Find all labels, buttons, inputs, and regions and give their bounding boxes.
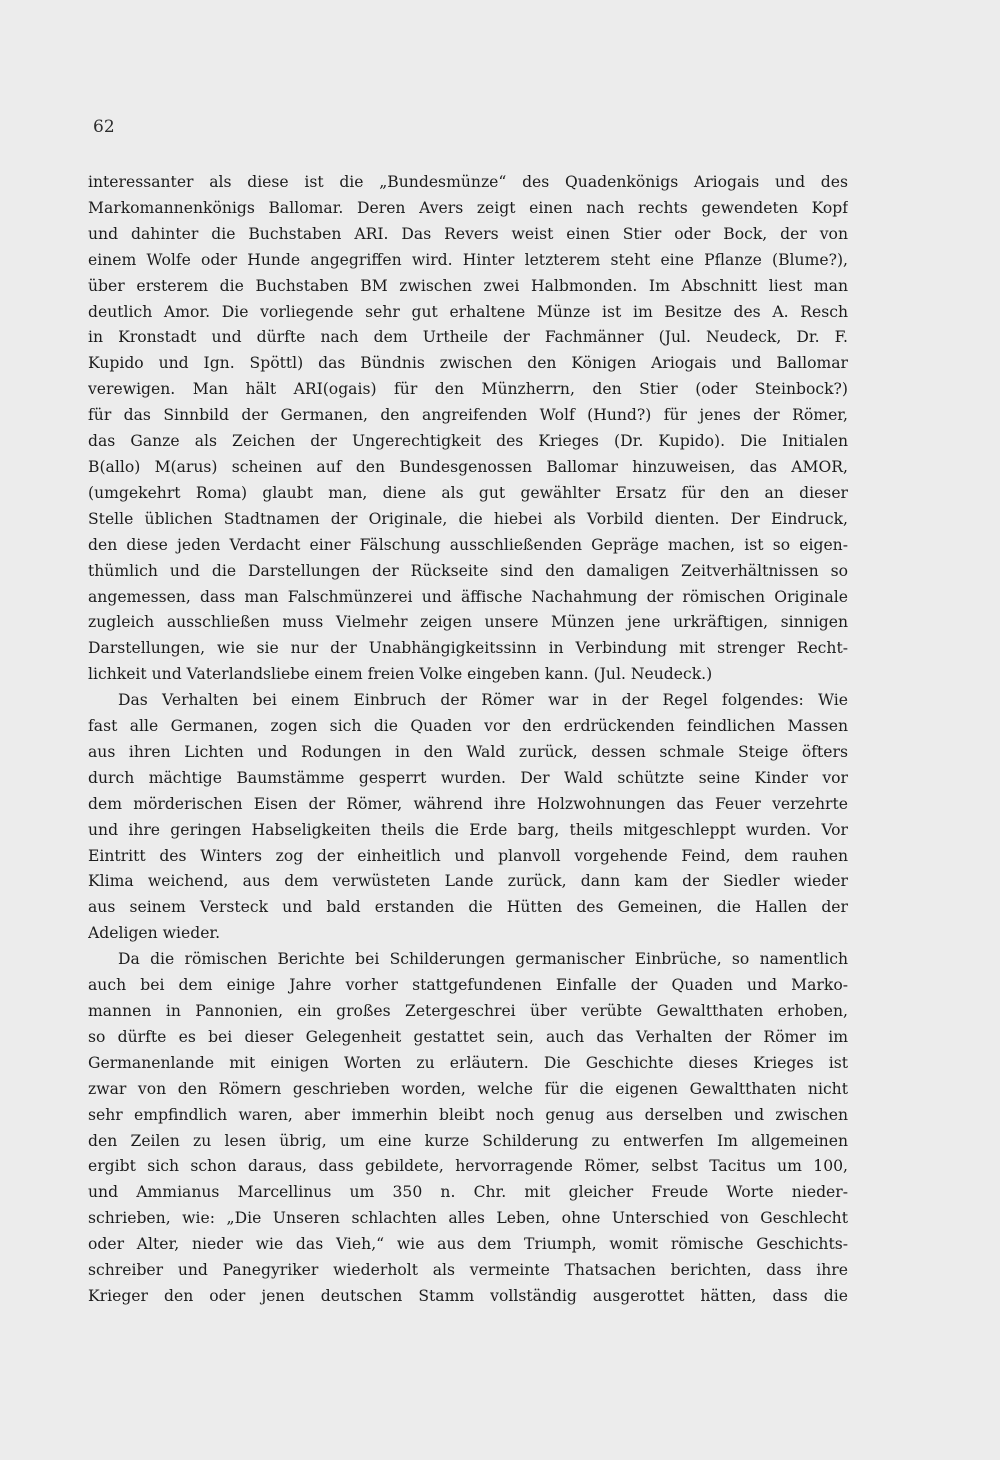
text-line: Eintritt des Winters zog der einheitlich und planvoll vorgehende Feind, dem rauhen: [88, 846, 848, 865]
text-line: Krieger den oder jenen deutschen Stamm vollständig ausgerottet hätten, dass die: [88, 1286, 848, 1305]
text-line: mannen in Pannonien, ein großes Zetergeschrei über verübte Gewaltthaten erhoben,: [88, 1002, 848, 1020]
text-line: in Kronstadt und dürfte nach dem Urtheile der Fachmänner (Jul. Neudeck, Dr. F.: [88, 328, 848, 347]
text-line: aus seinem Versteck und bald erstanden die Hütten des Gemeinen, die Hallen der: [88, 898, 848, 917]
text-line: Da die römischen Berichte bei Schilderungen germanischer Einbrüche, so namentlich: [118, 950, 848, 969]
paragraph: [88, 688, 848, 947]
text-line: ergibt sich schon daraus, dass gebildete, hervorragende Römer, selbst Tacitus um 100,: [88, 1157, 848, 1176]
text-line: sehr empfindlich waren, aber immerhin bleibt noch genug aus derselben und zwischen: [88, 1105, 848, 1124]
text-line: so dürfte es bei dieser Gelegenheit gestattet sein, auch das Verhalten der Römer im: [88, 1027, 848, 1046]
text-line: und Ammianus Marcellinus um 350 n. Chr. mit gleicher Freude Worte nieder-: [88, 1183, 848, 1202]
text-line: Darstellungen, wie sie nur der Unabhängigkeitssinn in Verbindung mit strenger Recht-: [88, 639, 848, 658]
text-line: und ihre geringen Habseligkeiten theils die Erde barg, theils mitgeschleppt wurden. Vor: [88, 820, 848, 839]
page-number: 62: [93, 117, 115, 137]
text-line: Kupido und Ign. Spöttl) das Bündnis zwischen den Königen Ariogais und Ballomar: [88, 354, 848, 373]
text-line: das Ganze als Zeichen der Ungerechtigkeit des Krieges (Dr. Kupido). Die Initialen: [88, 432, 848, 451]
text-line: deutlich Amor. Die vorliegende sehr gut erhaltene Münze ist im Besitze des A. Resch: [88, 302, 848, 321]
text-line: und dahinter die Buchstaben ARI. Das Revers weist einen Stier oder Bock, der von: [88, 224, 848, 243]
text-line: Adeligen wieder.: [88, 924, 221, 943]
text-line: schreiber und Panegyriker wiederholt als vermeinte Thatsachen berichten, dass ihre: [88, 1261, 848, 1280]
paragraph: [88, 947, 848, 1310]
text-line: den Zeilen zu lesen übrig, um eine kurze Schilderung zu entwerfen Im allgemeinen: [88, 1131, 848, 1150]
text-line: durch mächtige Baumstämme gesperrt wurden. Der Wald schützte seine Kinder vor: [88, 768, 848, 787]
text-line: dem mörderischen Eisen der Römer, während ihre Holzwohnungen das Feuer verzehrte: [88, 794, 848, 813]
text-line: aus ihren Lichten und Rodungen in den Wald zurück, dessen schmale Steige öfters: [88, 742, 848, 761]
text-line: Germanenlande mit einigen Worten zu erläutern. Die Geschichte dieses Krieges ist: [88, 1053, 848, 1072]
text-line: B(allo) M(arus) scheinen auf den Bundesgenossen Ballomar hinzuweisen, das AMOR,: [88, 457, 848, 476]
text-line: verewigen. Man hält ARI(ogais) für den Münzherrn, den Stier (oder Steinbock?): [88, 380, 848, 399]
text-line: schrieben, wie: „Die Unseren schlachten alles Leben, ohne Unterschied von Geschlecht: [88, 1209, 848, 1228]
text-line: über ersterem die Buchstaben BM zwischen zwei Halbmonden. Im Abschnitt liest man: [88, 276, 848, 295]
text-line: für das Sinnbild der Germanen, den angreifenden Wolf (Hund?) für jenes der Römer,: [88, 406, 848, 425]
text-line: auch bei dem einige Jahre vorher stattgefundenen Einfalle der Quaden und Marko-: [88, 976, 848, 995]
text-line: (umgekehrt Roma) glaubt man, diene als gut gewählter Ersatz für den an dieser: [88, 483, 848, 502]
text-line: fast alle Germanen, zogen sich die Quaden vor den erdrückenden feindlichen Massen: [88, 717, 848, 736]
text-line: zugleich ausschließen muss Vielmehr zeigen unsere Münzen jene urkräftigen, sinnigen: [88, 613, 848, 632]
body-text: [88, 170, 848, 1310]
text-line: oder Alter, nieder wie das Vieh,“ wie aus dem Triumph, womit römische Geschichts-: [88, 1235, 848, 1254]
text-line: Stelle üblichen Stadtnamen der Originale, die hiebei als Vorbild dienten. Der Eindruck,: [88, 509, 848, 528]
text-line: interessanter als diese ist die „Bundesmünze“ des Quadenkönigs Ariogais und des: [88, 173, 848, 191]
text-line: zwar von den Römern geschrieben worden, welche für die eigenen Gewaltthaten nicht: [88, 1079, 848, 1098]
text-line: Markomannenkönigs Ballomar. Deren Avers zeigt einen nach rechts gewendeten Kopf: [88, 198, 848, 217]
text-line: Das Verhalten bei einem Einbruch der Römer war in der Regel folgendes: Wie: [118, 691, 848, 710]
text-line: angemessen, dass man Falschmünzerei und äffische Nachahmung der römischen Originale: [88, 587, 848, 606]
text-line: einem Wolfe oder Hunde angegriffen wird. Hinter letzterem steht eine Pflanze (Blume?),: [88, 250, 848, 269]
paragraph: [88, 170, 848, 688]
text-line: thümlich und die Darstellungen der Rückseite sind den damaligen Zeitverhältnissen so: [88, 561, 848, 580]
text-line: Klima weichend, aus dem verwüsteten Lande zurück, dann kam der Siedler wieder: [88, 872, 848, 891]
text-line: lichkeit und Vaterlandsliebe einem freien Volke eingeben kann. (Jul. Neudeck.): [88, 665, 713, 684]
text-line: den diese jeden Verdacht einer Fälschung ausschließenden Gepräge machen, ist so eigen-: [88, 535, 848, 554]
